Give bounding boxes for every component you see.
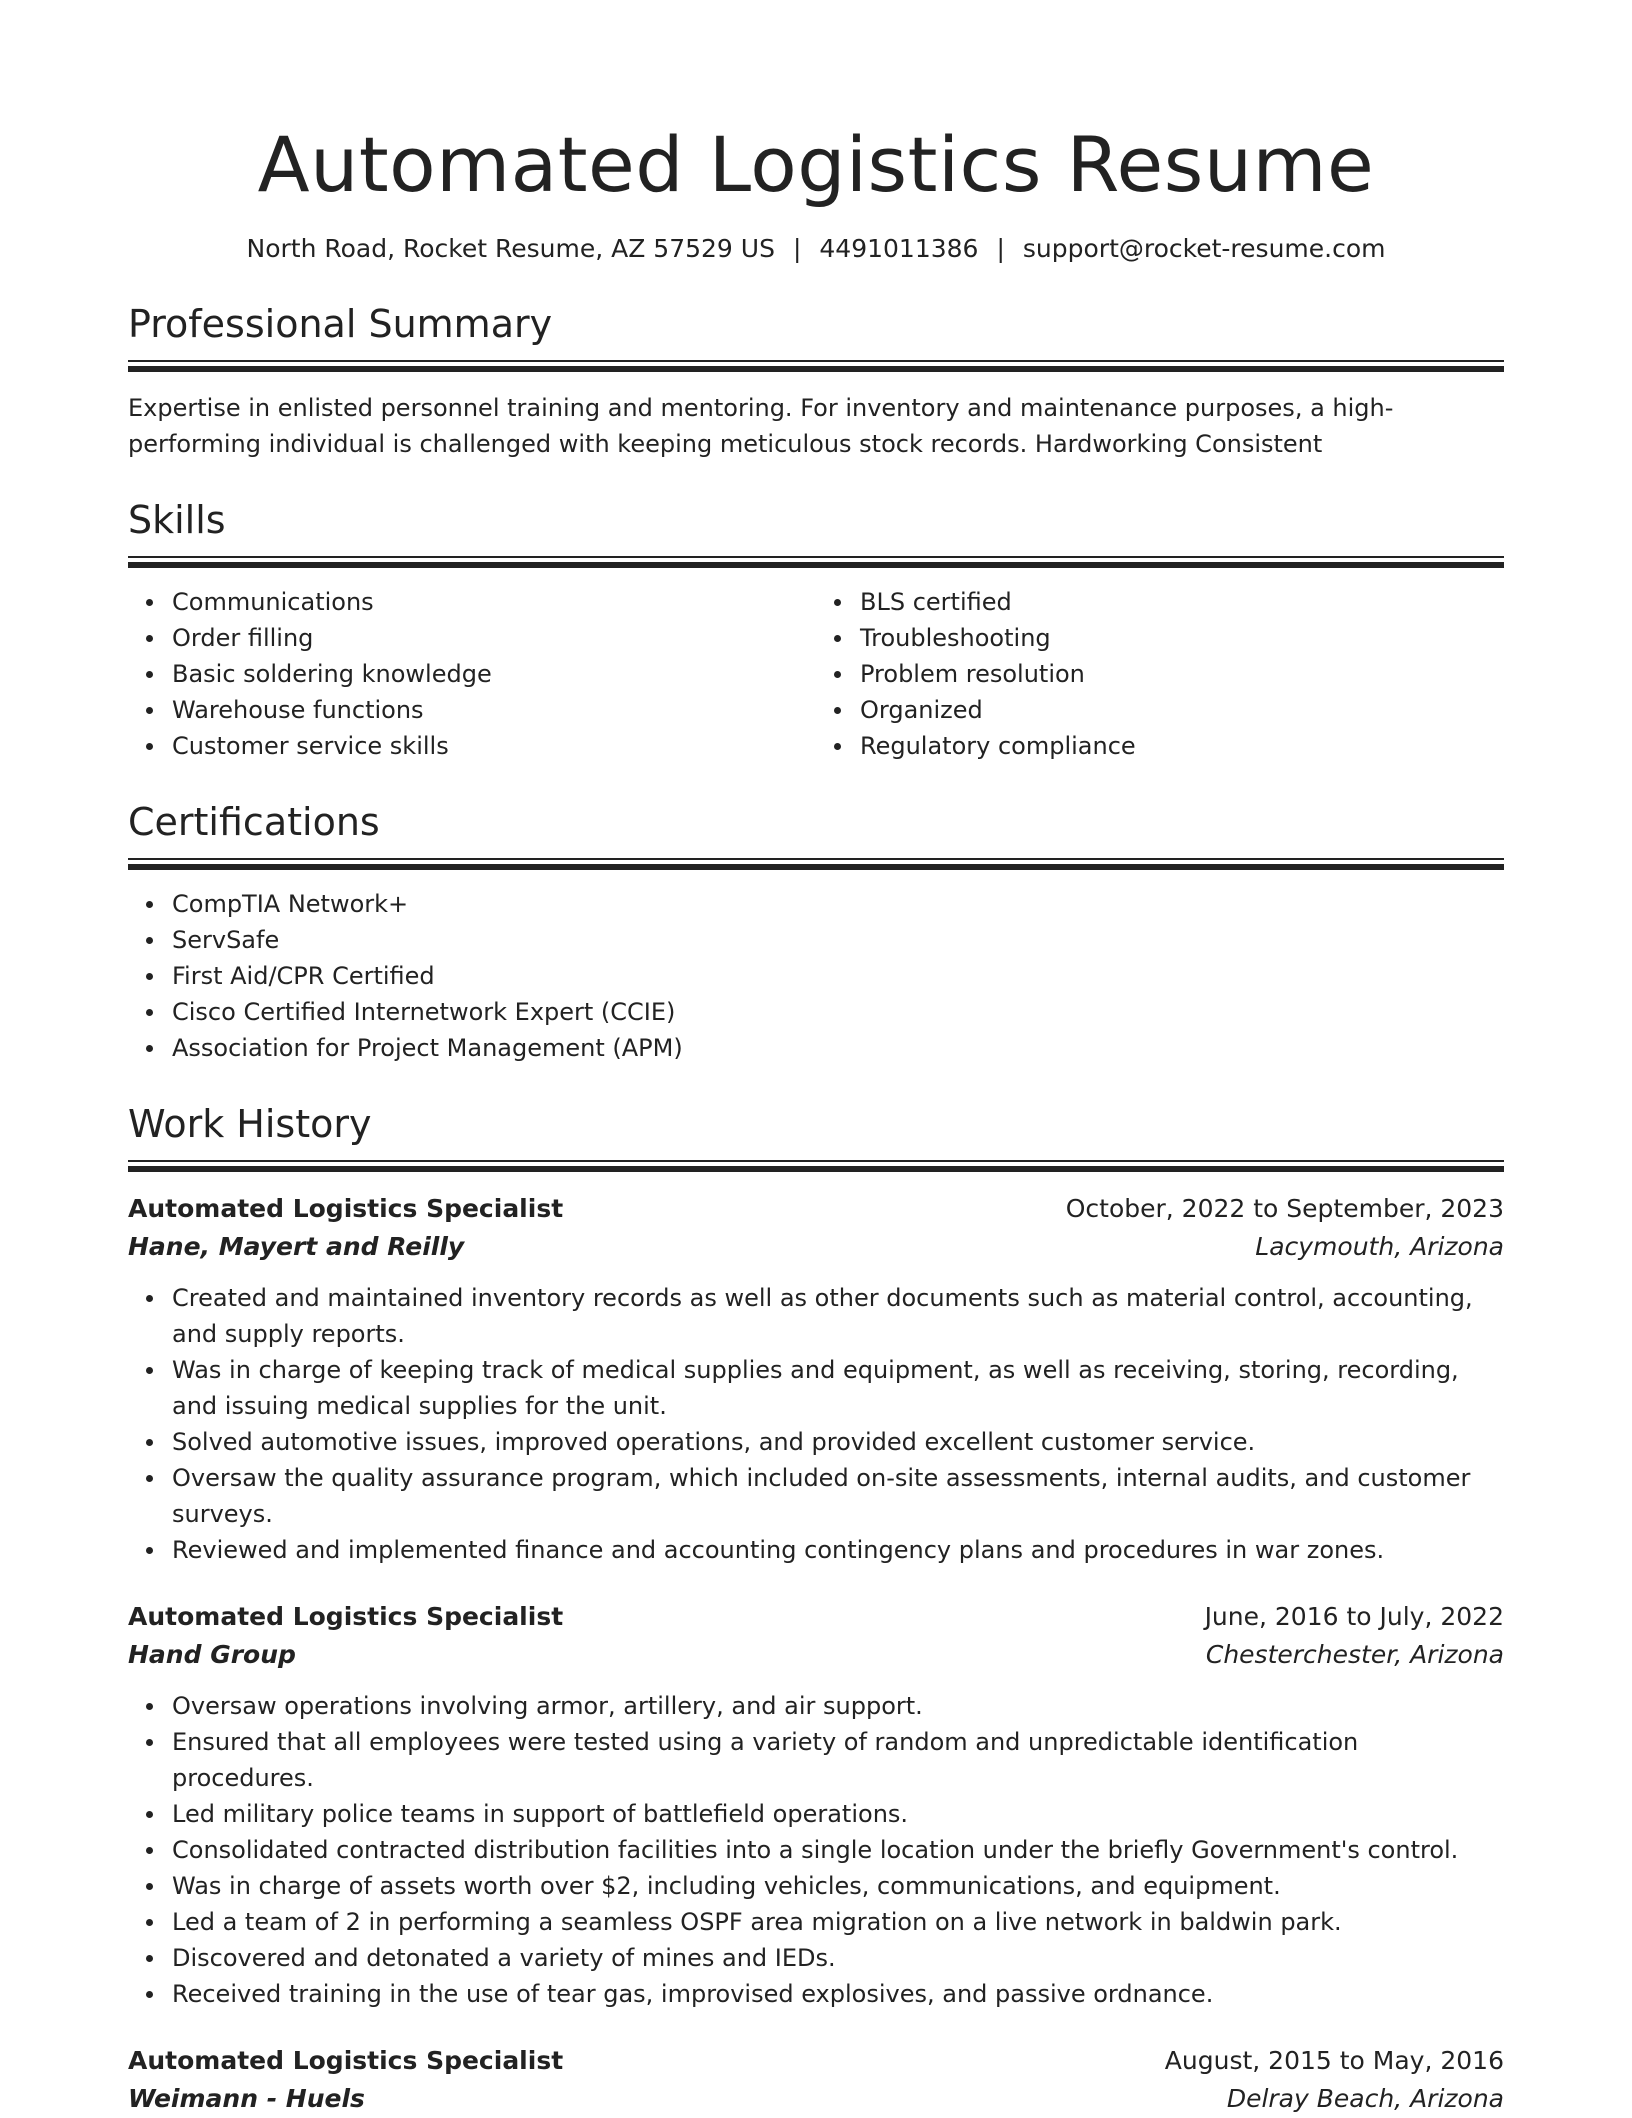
skill-item: Order filling: [172, 620, 816, 656]
job-bullet: Solved automotive issues, improved operations, and provided excellent customer service.: [172, 1424, 1504, 1460]
contact-line: [128, 232, 1504, 266]
skills-grid: [128, 568, 1504, 764]
section-heading-work-history: Work History: [128, 1102, 372, 1146]
skill-item: Customer service skills: [172, 728, 816, 764]
skill-item: Communications: [172, 584, 816, 620]
skills-list-left: [128, 584, 816, 764]
skill-item: Problem resolution: [860, 656, 1504, 692]
job-subheader-row: [128, 2080, 1504, 2118]
section-heading-skills: Skills: [128, 498, 226, 542]
job-bullet: Discovered and detonated a variety of mines and IEDs.: [172, 1940, 1504, 1976]
certification-item: ServSafe: [172, 922, 1504, 958]
job-bullet: Led military police teams in support of battlefield operations.: [172, 1796, 1504, 1832]
job-company: Hane, Mayert and Reilly: [128, 1232, 465, 1261]
section-heading-summary: Professional Summary: [128, 302, 553, 346]
job-location: Lacymouth, Arizona: [1255, 1232, 1504, 1261]
certification-item: CompTIA Network+: [172, 886, 1504, 922]
contact-separator: |: [792, 234, 802, 263]
skill-item: Troubleshooting: [860, 620, 1504, 656]
job-entry: [128, 1190, 1504, 1568]
certification-item: First Aid/CPR Certified: [172, 958, 1504, 994]
job-bullets: [128, 1688, 1504, 2012]
contact-separator: |: [996, 234, 1005, 263]
section-heading-certifications: Certifications: [128, 800, 380, 844]
section-divider: [128, 556, 1504, 568]
summary-section: [128, 300, 1504, 462]
skill-item: Basic soldering knowledge: [172, 656, 816, 692]
skills-list-right: [816, 584, 1504, 764]
skill-item: Organized: [860, 692, 1504, 728]
job-header-row: [128, 1598, 1504, 1636]
job-entry: [128, 1598, 1504, 2012]
job-location: Chesterchester, Arizona: [1205, 1640, 1504, 1669]
skill-item: Warehouse functions: [172, 692, 816, 728]
job-title: Automated Logistics Specialist: [128, 1602, 564, 1631]
resume-title: Automated Logistics Resume: [257, 120, 1375, 209]
job-company: Hand Group: [128, 1640, 296, 1669]
skill-item: BLS certified: [860, 584, 1504, 620]
summary-text: Expertise in enlisted personnel training and mentoring. For inventory and maintenance purposes, a high-performing individual is challenged with keeping meticulous stock records. Hardworking Consistent: [128, 394, 1394, 458]
section-divider: [128, 360, 1504, 372]
certification-item: Association for Project Management (APM): [172, 1030, 1504, 1066]
job-bullets: [128, 1280, 1504, 1568]
job-header-row: [128, 1190, 1504, 1228]
job-subheader-row: [128, 1228, 1504, 1266]
contact-address: North Road, Rocket Resume, AZ 57529 US: [246, 234, 775, 263]
certifications-section: [128, 798, 1504, 1066]
job-title: Automated Logistics Specialist: [128, 2046, 564, 2075]
certification-item: Cisco Certified Internetwork Expert (CCIE): [172, 994, 1504, 1030]
job-bullet: Ensured that all employees were tested using a variety of random and unpredictable identification procedures.: [172, 1724, 1504, 1796]
job-subheader-row: [128, 1636, 1504, 1674]
job-bullet: Led a team of 2 in performing a seamless OSPF area migration on a live network in baldwin park.: [172, 1904, 1504, 1940]
contact-phone: 4491011386: [819, 234, 979, 263]
contact-email: support@rocket-resume.com: [1022, 234, 1386, 263]
section-divider: [128, 858, 1504, 870]
job-dates: August, 2015 to May, 2016: [1164, 2046, 1504, 2075]
job-bullet: Consolidated contracted distribution facilities into a single location under the briefly Government's control.: [172, 1832, 1504, 1868]
job-entry: [128, 2042, 1504, 2118]
job-title: Automated Logistics Specialist: [128, 1194, 564, 1223]
job-bullet: Received training in the use of tear gas, improvised explosives, and passive ordnance.: [172, 1976, 1504, 2012]
skill-item: Regulatory compliance: [860, 728, 1504, 764]
job-bullet: Oversaw the quality assurance program, which included on-site assessments, internal audits, and customer surveys.: [172, 1460, 1504, 1532]
skills-section: [128, 496, 1504, 764]
job-company: Weimann - Huels: [128, 2084, 365, 2113]
work-history-section: [128, 1100, 1504, 2118]
job-bullet: Oversaw operations involving armor, artillery, and air support.: [172, 1688, 1504, 1724]
job-location: Delray Beach, Arizona: [1226, 2084, 1504, 2113]
job-bullet: Created and maintained inventory records as well as other documents such as material control, accounting, and supply reports.: [172, 1280, 1504, 1352]
job-bullet: Was in charge of keeping track of medical supplies and equipment, as well as receiving, storing, recording, and issuing medical supplies for the unit.: [172, 1352, 1504, 1424]
job-bullet: Reviewed and implemented finance and accounting contingency plans and procedures in war zones.: [172, 1532, 1504, 1568]
job-dates: October, 2022 to September, 2023: [1065, 1194, 1504, 1223]
job-header-row: [128, 2042, 1504, 2080]
certifications-list: [128, 886, 1504, 1066]
job-dates: June, 2016 to July, 2022: [1204, 1602, 1504, 1631]
job-bullet: Was in charge of assets worth over $2, including vehicles, communications, and equipment.: [172, 1868, 1504, 1904]
section-divider: [128, 1160, 1504, 1172]
